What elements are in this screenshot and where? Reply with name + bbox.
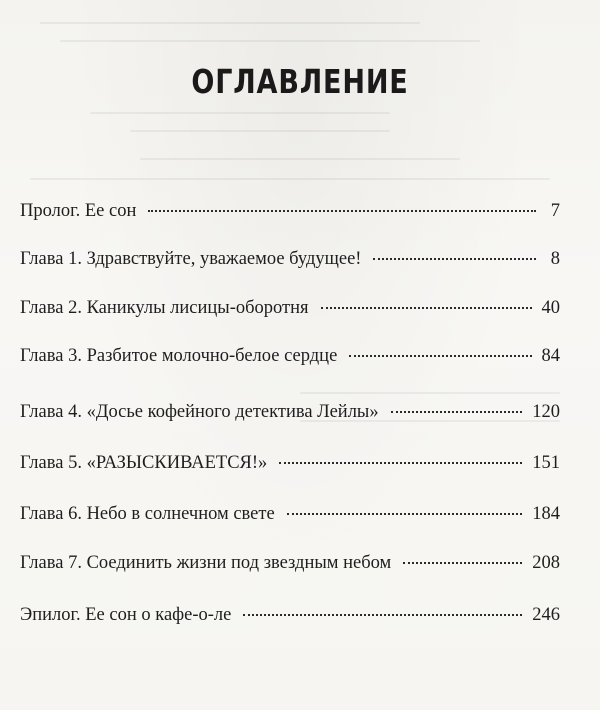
toc-entry[interactable] (20, 397, 560, 427)
toc-entry[interactable] (20, 341, 560, 371)
toc-entry-page: 120 (532, 402, 560, 422)
bleed-through-mark (30, 178, 550, 180)
toc-entry-title: Глава 7. Соединить жизни под звездным небом (20, 553, 392, 573)
dot-leader (349, 355, 531, 357)
toc-entry-page: 84 (541, 346, 560, 366)
bleed-through-mark (90, 112, 390, 114)
toc-entry-page: 7 (550, 201, 560, 221)
dot-leader (403, 562, 522, 564)
toc-entry-title: Глава 1. Здравствуйте, уважаемое будущее! (20, 249, 362, 269)
dot-leader (321, 307, 532, 309)
toc-entry-page: 208 (532, 553, 560, 573)
toc-entry[interactable] (20, 244, 560, 274)
toc-entry-page: 40 (541, 298, 560, 318)
toc-entry-page: 184 (532, 504, 560, 524)
toc-entry-title: Глава 2. Каникулы лисицы-оборотня (20, 298, 309, 318)
bleed-through-mark (40, 22, 420, 24)
toc-entry-title: Глава 6. Небо в солнечном свете (20, 504, 275, 524)
toc-entry[interactable] (20, 293, 560, 323)
dot-leader (148, 210, 536, 212)
dot-leader (287, 513, 523, 515)
dot-leader (391, 411, 523, 413)
toc-entry-title: Глава 4. «Досье кофейного детектива Лейлы» (20, 402, 379, 422)
dot-leader (373, 258, 536, 260)
toc-entry-title: Пролог. Ее сон (20, 201, 137, 221)
toc-entry-page: 8 (550, 249, 560, 269)
dot-leader (279, 462, 522, 464)
dot-leader (243, 614, 522, 616)
bleed-through-mark (300, 392, 560, 394)
toc-entry-title: Глава 3. Разбитое молочно-белое сердце (20, 346, 338, 366)
toc-entry[interactable] (20, 600, 560, 630)
toc-entry[interactable] (20, 196, 560, 226)
toc-entry-title: Эпилог. Ее сон о кафе-о-ле (20, 605, 232, 625)
bleed-through-mark (60, 40, 480, 42)
toc-entry[interactable] (20, 448, 560, 478)
toc-entry[interactable] (20, 499, 560, 529)
toc-entry-page: 246 (532, 605, 560, 625)
toc-entry-page: 151 (532, 453, 560, 473)
toc-entry[interactable] (20, 548, 560, 578)
page-title: ОГЛАВЛЕНИЕ (191, 62, 409, 101)
bleed-through-mark (130, 130, 390, 132)
bleed-through-mark (140, 158, 460, 160)
toc-entry-title: Глава 5. «РАЗЫСКИВАЕТСЯ!» (20, 453, 268, 473)
